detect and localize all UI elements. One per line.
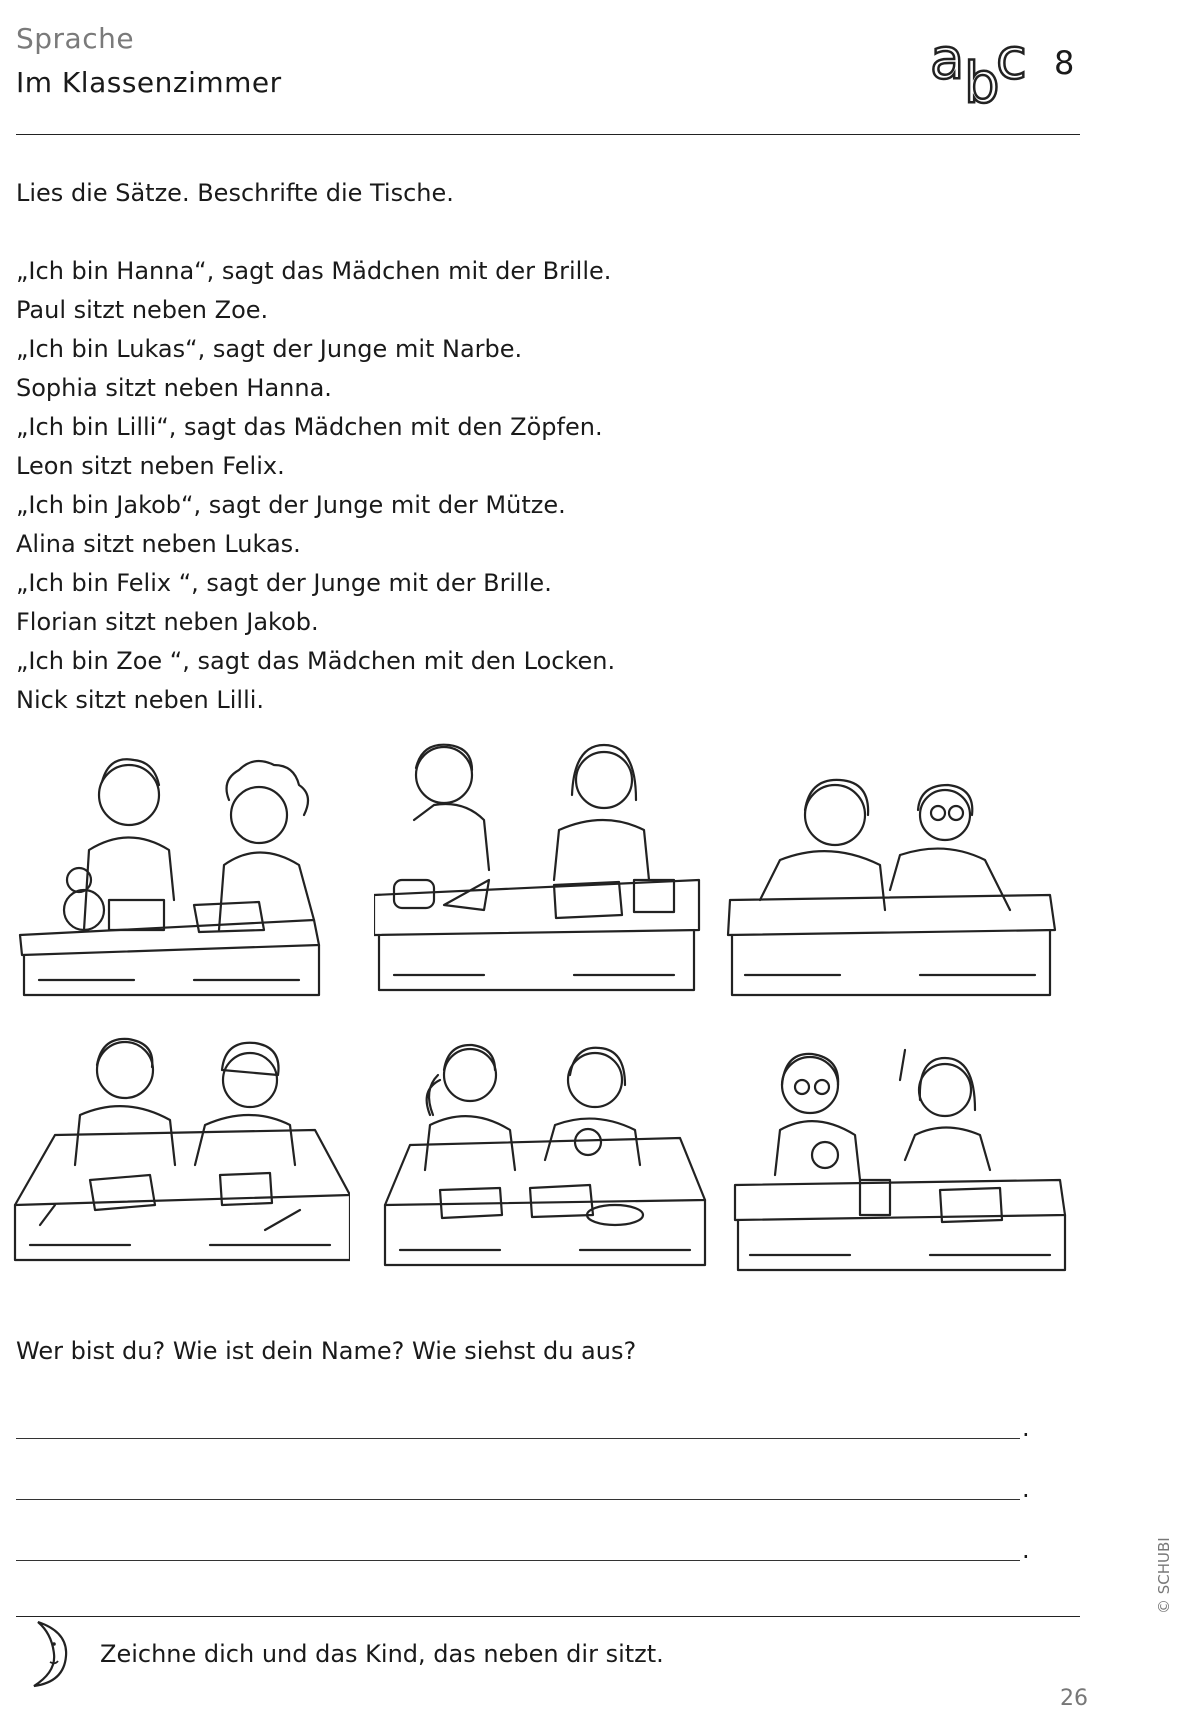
logo-letter-a: a [930,27,965,92]
logo-letter-c: c [996,27,1027,92]
footer-divider [16,1616,1080,1617]
answer-line-2[interactable] [16,1499,1020,1500]
answer-line-1[interactable] [16,1438,1020,1439]
moon-icon [20,1618,72,1690]
sentence: Sophia sitzt neben Hanna. [16,374,332,402]
page-number: 26 [1060,1686,1088,1711]
desk-illustration-6 [730,1040,1075,1275]
sentence: „Ich bin Lilli“, sagt das Mädchen mit den Zöpfen. [16,413,603,441]
abc-logo [930,20,1040,110]
header-divider [16,134,1080,135]
sentence: Leon sitzt neben Felix. [16,452,285,480]
desk-illustration-2 [374,730,704,1000]
answer-line-3[interactable] [16,1560,1020,1561]
answer-line-end: . [1022,1414,1030,1442]
sentence: Nick sitzt neben Lilli. [16,686,265,714]
sentence: Florian sitzt neben Jakob. [16,608,319,636]
desk-illustration-5 [380,1030,710,1270]
answer-line-end: . [1022,1475,1030,1503]
desk-illustration-4 [10,1025,350,1265]
instruction: Lies die Sätze. Beschrifte die Tische. [16,179,454,207]
page-title: Im Klassenzimmer [16,66,282,99]
desk-illustration-3 [720,770,1065,1000]
sentence: „Ich bin Jakob“, sagt der Junge mit der Mütze. [16,491,566,519]
question: Wer bist du? Wie ist dein Name? Wie siehst du aus? [16,1337,637,1365]
sentence: Alina sitzt neben Lukas. [16,530,301,558]
answer-line-end: . [1022,1536,1030,1564]
copyright: © SCHUBI [1155,1537,1173,1614]
sentence: Paul sitzt neben Zoe. [16,296,269,324]
drawing-task: Zeichne dich und das Kind, das neben dir sitzt. [100,1640,664,1668]
sheet-number: 8 [1054,44,1075,82]
sentence: „Ich bin Felix “, sagt der Junge mit der Brille. [16,569,552,597]
sentence: „Ich bin Hanna“, sagt das Mädchen mit der Brille. [16,257,612,285]
subject-label: Sprache [16,22,135,55]
sentence: „Ich bin Lukas“, sagt der Junge mit Narbe. [16,335,523,363]
desk-illustration-1 [14,740,334,1000]
sentence: „Ich bin Zoe “, sagt das Mädchen mit den Locken. [16,647,616,675]
logo-letter-b: b [964,51,1000,110]
